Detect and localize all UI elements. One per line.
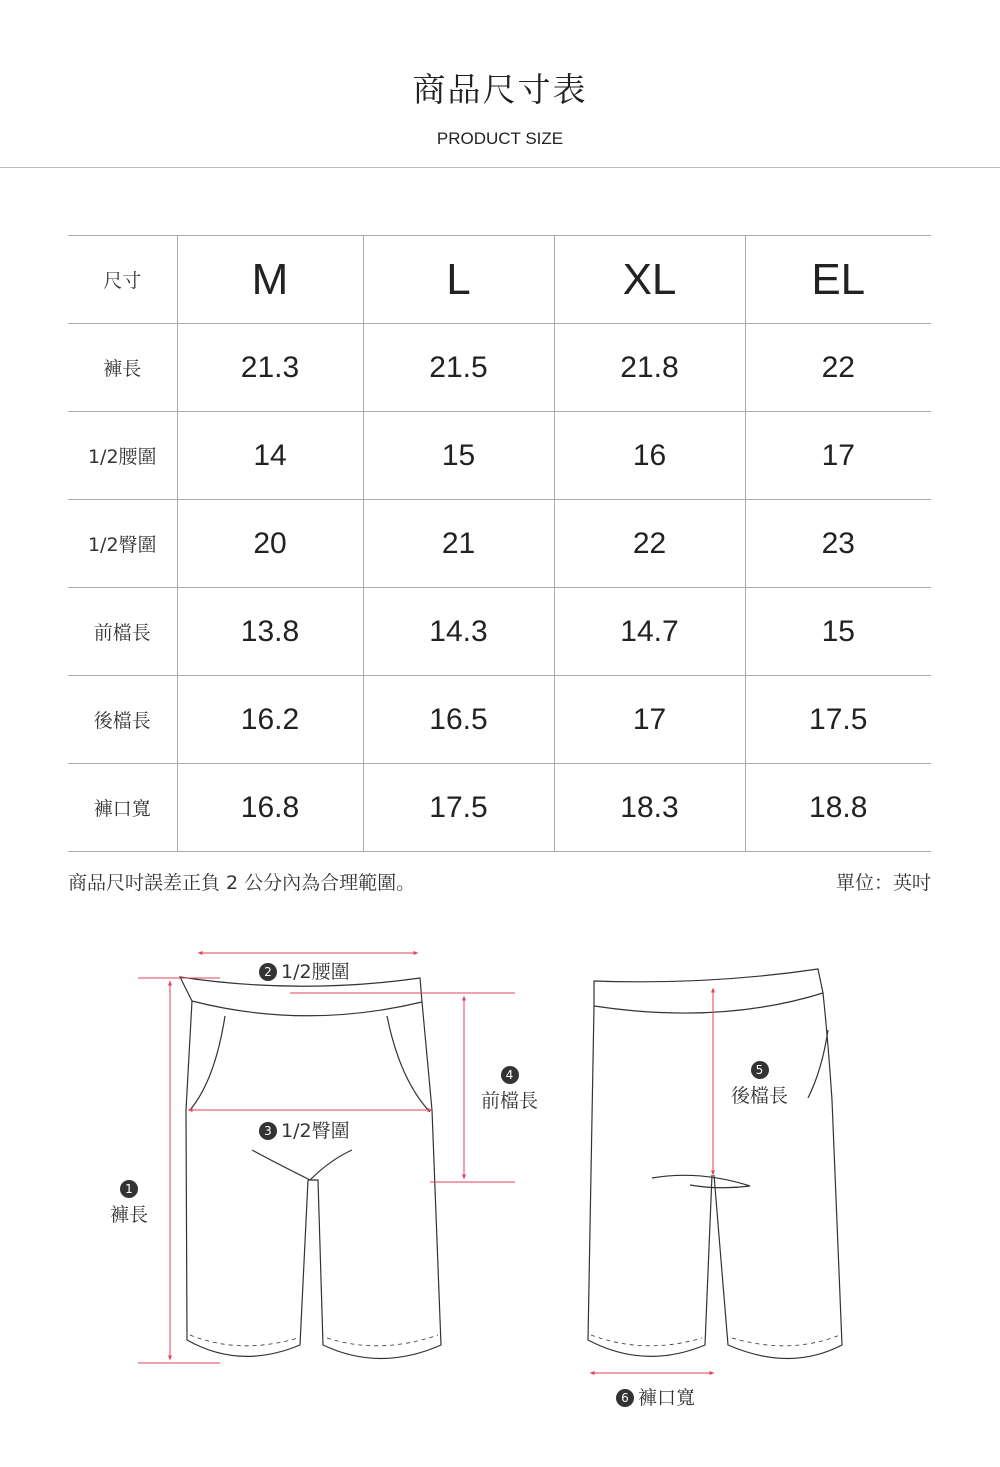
table-cell: 17 [745, 412, 931, 500]
number-badge-3: 3 [259, 1122, 277, 1140]
number-badge-2: 2 [259, 963, 277, 981]
back-rise-label-text: 後檔長 [731, 1085, 789, 1107]
table-cell: 21 [363, 500, 554, 588]
table-cell: 16.8 [177, 764, 363, 852]
hip-label-text: 1/2臀圍 [281, 1120, 350, 1142]
table-cell: 23 [745, 500, 931, 588]
corner-cell: 尺寸 [68, 236, 177, 324]
back-shorts-outline [588, 969, 842, 1359]
size-el-header: EL [745, 236, 931, 324]
size-xl-header: XL [554, 236, 745, 324]
table-row [68, 764, 931, 852]
row-label: 1/2臀圍 [68, 500, 177, 588]
page-subtitle: PRODUCT SIZE [436, 129, 564, 148]
hip-label [259, 1116, 350, 1143]
waist-label [259, 957, 350, 984]
shorts-measurement-diagram [0, 930, 1000, 1430]
leg-opening-label-text: 褲口寬 [638, 1387, 696, 1409]
front-rise-label-text: 前檔長 [481, 1090, 539, 1112]
table-cell: 17.5 [745, 676, 931, 764]
size-header-row [68, 236, 931, 324]
table-cell: 16 [554, 412, 745, 500]
header-divider [0, 167, 1000, 168]
table-cell: 13.8 [177, 588, 363, 676]
number-badge-6: 6 [616, 1389, 634, 1407]
size-l-header: L [363, 236, 554, 324]
row-label: 前檔長 [68, 588, 177, 676]
table-cell: 16.2 [177, 676, 363, 764]
page-title: 商品尺寸表 [412, 70, 588, 109]
row-label: 後檔長 [68, 676, 177, 764]
front-rise-label [481, 1066, 538, 1113]
table-cell: 15 [363, 412, 554, 500]
table-row [68, 412, 931, 500]
length-label-text: 褲長 [110, 1204, 149, 1226]
table-cell: 20 [177, 500, 363, 588]
table-row [68, 588, 931, 676]
table-cell: 18.3 [554, 764, 745, 852]
tolerance-note: 商品尺吋誤差正負 2 公分內為合理範圍。 [68, 872, 416, 894]
table-cell: 22 [554, 500, 745, 588]
table-cell: 16.5 [363, 676, 554, 764]
unit-note: 單位：英吋 [835, 872, 931, 894]
number-badge-4: 4 [501, 1066, 519, 1084]
table-cell: 17 [554, 676, 745, 764]
leg-opening-label [616, 1383, 695, 1410]
table-cell: 15 [745, 588, 931, 676]
table-cell: 21.5 [363, 324, 554, 412]
table-row [68, 500, 931, 588]
table-cell: 18.8 [745, 764, 931, 852]
table-cell: 14.7 [554, 588, 745, 676]
table-cell: 17.5 [363, 764, 554, 852]
size-m-header: M [177, 236, 363, 324]
number-badge-1: 1 [120, 1180, 138, 1198]
row-label: 褲口寬 [68, 764, 177, 852]
table-cell: 14 [177, 412, 363, 500]
row-label: 褲長 [68, 324, 177, 412]
table-row [68, 324, 931, 412]
table-cell: 21.8 [554, 324, 745, 412]
back-rise-label [731, 1061, 788, 1108]
table-cell: 21.3 [177, 324, 363, 412]
number-badge-5: 5 [751, 1061, 769, 1079]
table-cell: 14.3 [363, 588, 554, 676]
front-shorts-outline [180, 977, 441, 1359]
row-label: 1/2腰圍 [68, 412, 177, 500]
measure-lines [138, 953, 713, 1373]
waist-label-text: 1/2腰圍 [281, 961, 350, 983]
table-cell: 22 [745, 324, 931, 412]
size-table [68, 235, 931, 852]
table-row [68, 676, 931, 764]
length-label [110, 1180, 148, 1227]
